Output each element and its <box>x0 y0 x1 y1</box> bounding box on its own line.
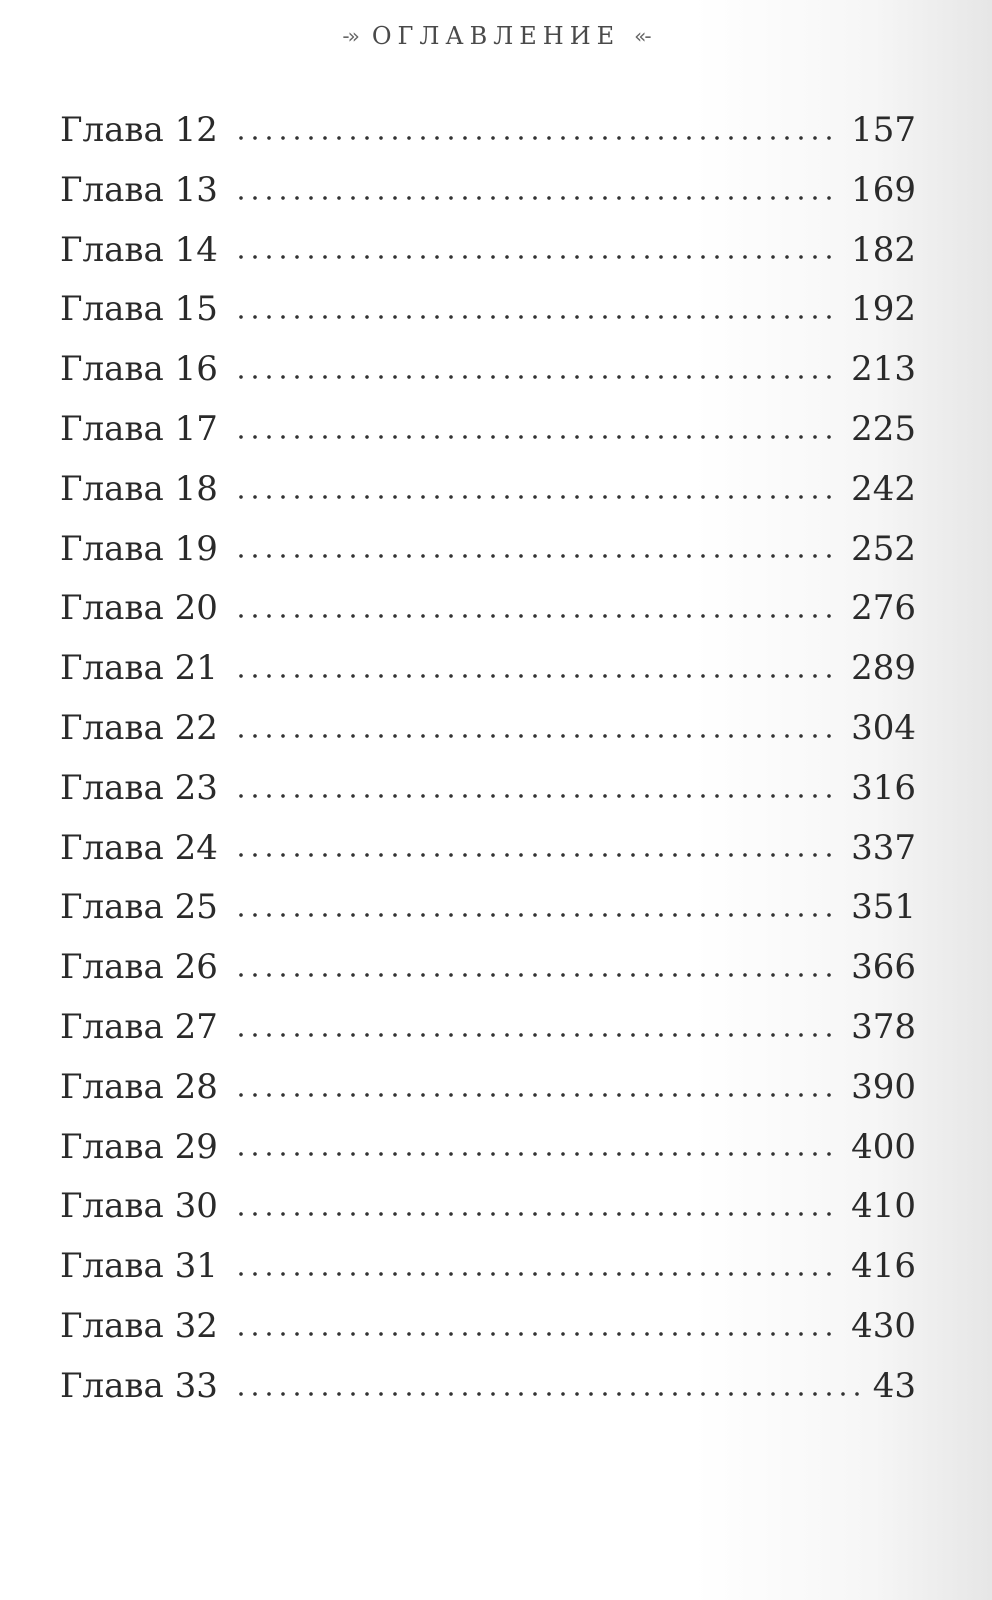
toc-entry <box>60 100 916 160</box>
dot-leader <box>234 1152 841 1156</box>
toc-entry-page-number: 242 <box>851 468 916 509</box>
toc-entry-page-number: 337 <box>851 827 916 868</box>
toc-entry-page-number: 366 <box>851 947 916 988</box>
toc-entry-label: Глава 28 <box>60 1066 218 1107</box>
ornament-right-icon: «- <box>634 24 650 48</box>
toc-entry <box>60 877 916 937</box>
toc-entry <box>60 459 916 519</box>
toc-entry <box>60 1296 916 1356</box>
toc-entry <box>60 519 916 579</box>
toc-entry <box>60 1117 916 1177</box>
toc-entry-label: Глава 24 <box>60 827 218 868</box>
toc-entry-label: Глава 31 <box>60 1246 218 1287</box>
dot-leader <box>234 495 841 499</box>
toc-entry-label: Глава 18 <box>60 468 218 509</box>
dot-leader <box>234 853 841 857</box>
toc-entry-page-number: 43 <box>872 1365 916 1406</box>
toc-entry-label: Глава 12 <box>60 110 218 150</box>
toc-entry-page-number: 378 <box>851 1006 916 1047</box>
toc-entry <box>60 399 916 459</box>
dot-leader <box>234 674 841 678</box>
table-of-contents <box>60 100 916 1416</box>
toc-entry <box>60 578 916 638</box>
toc-entry-label: Глава 22 <box>60 707 218 748</box>
toc-entry-label: Глава 27 <box>60 1006 218 1047</box>
dot-leader <box>234 136 841 140</box>
dot-leader <box>234 973 841 977</box>
toc-entry-label: Глава 20 <box>60 588 218 629</box>
dot-leader <box>234 1392 863 1396</box>
toc-entry-label: Глава 33 <box>60 1365 218 1406</box>
toc-entry <box>60 758 916 818</box>
toc-entry-page-number: 316 <box>851 767 916 808</box>
toc-entry-label: Глава 25 <box>60 887 218 928</box>
toc-entry <box>60 220 916 280</box>
dot-leader <box>234 315 841 319</box>
toc-entry-label: Глава 13 <box>60 169 218 210</box>
toc-entry-page-number: 213 <box>851 349 916 390</box>
toc-entry-page-number: 289 <box>851 648 916 689</box>
toc-entry-page-number: 192 <box>851 289 916 330</box>
toc-entry-page-number: 430 <box>851 1305 916 1346</box>
toc-entry <box>60 339 916 399</box>
toc-entry-page-number: 304 <box>851 707 916 748</box>
toc-entry <box>60 818 916 878</box>
toc-entry-page-number: 169 <box>851 169 916 210</box>
toc-entry-page-number: 252 <box>851 528 916 569</box>
toc-entry <box>60 1057 916 1117</box>
dot-leader <box>234 554 841 558</box>
toc-entry <box>60 160 916 220</box>
dot-leader <box>234 375 841 379</box>
dot-leader <box>234 794 841 798</box>
toc-entry-page-number: 157 <box>851 110 916 150</box>
toc-entry <box>60 279 916 339</box>
toc-entry-label: Глава 26 <box>60 947 218 988</box>
dot-leader <box>234 1093 841 1097</box>
toc-entry-page-number: 182 <box>851 229 916 270</box>
toc-entry <box>60 698 916 758</box>
running-header <box>0 18 992 54</box>
toc-entry-label: Глава 32 <box>60 1305 218 1346</box>
toc-entry-label: Глава 23 <box>60 767 218 808</box>
toc-entry-label: Глава 29 <box>60 1126 218 1167</box>
dot-leader <box>234 1033 841 1037</box>
dot-leader <box>234 614 841 618</box>
dot-leader <box>234 196 841 200</box>
toc-entry-page-number: 410 <box>851 1186 916 1227</box>
toc-entry-label: Глава 17 <box>60 408 218 449</box>
toc-entry <box>60 638 916 698</box>
toc-entry <box>60 1236 916 1296</box>
toc-entry-page-number: 225 <box>851 408 916 449</box>
dot-leader <box>234 1332 841 1336</box>
toc-entry-page-number: 276 <box>851 588 916 629</box>
toc-entry-page-number: 390 <box>851 1066 916 1107</box>
toc-entry-label: Глава 19 <box>60 528 218 569</box>
toc-entry <box>60 1356 916 1416</box>
header-title: ОГЛАВЛЕНИЕ <box>371 22 621 50</box>
dot-leader <box>234 913 841 917</box>
toc-entry-page-number: 351 <box>851 887 916 928</box>
dot-leader <box>234 255 841 259</box>
toc-entry-label: Глава 15 <box>60 289 218 330</box>
toc-entry-label: Глава 14 <box>60 229 218 270</box>
ornament-left-icon: -» <box>342 24 358 48</box>
toc-entry-page-number: 416 <box>851 1246 916 1287</box>
toc-entry-label: Глава 30 <box>60 1186 218 1227</box>
dot-leader <box>234 1272 841 1276</box>
toc-entry-page-number: 400 <box>851 1126 916 1167</box>
toc-entry <box>60 937 916 997</box>
dot-leader <box>234 435 841 439</box>
dot-leader <box>234 734 841 738</box>
toc-entry <box>60 997 916 1057</box>
dot-leader <box>234 1212 841 1216</box>
toc-entry-label: Глава 16 <box>60 349 218 390</box>
toc-entry <box>60 1176 916 1236</box>
toc-entry-label: Глава 21 <box>60 648 218 689</box>
